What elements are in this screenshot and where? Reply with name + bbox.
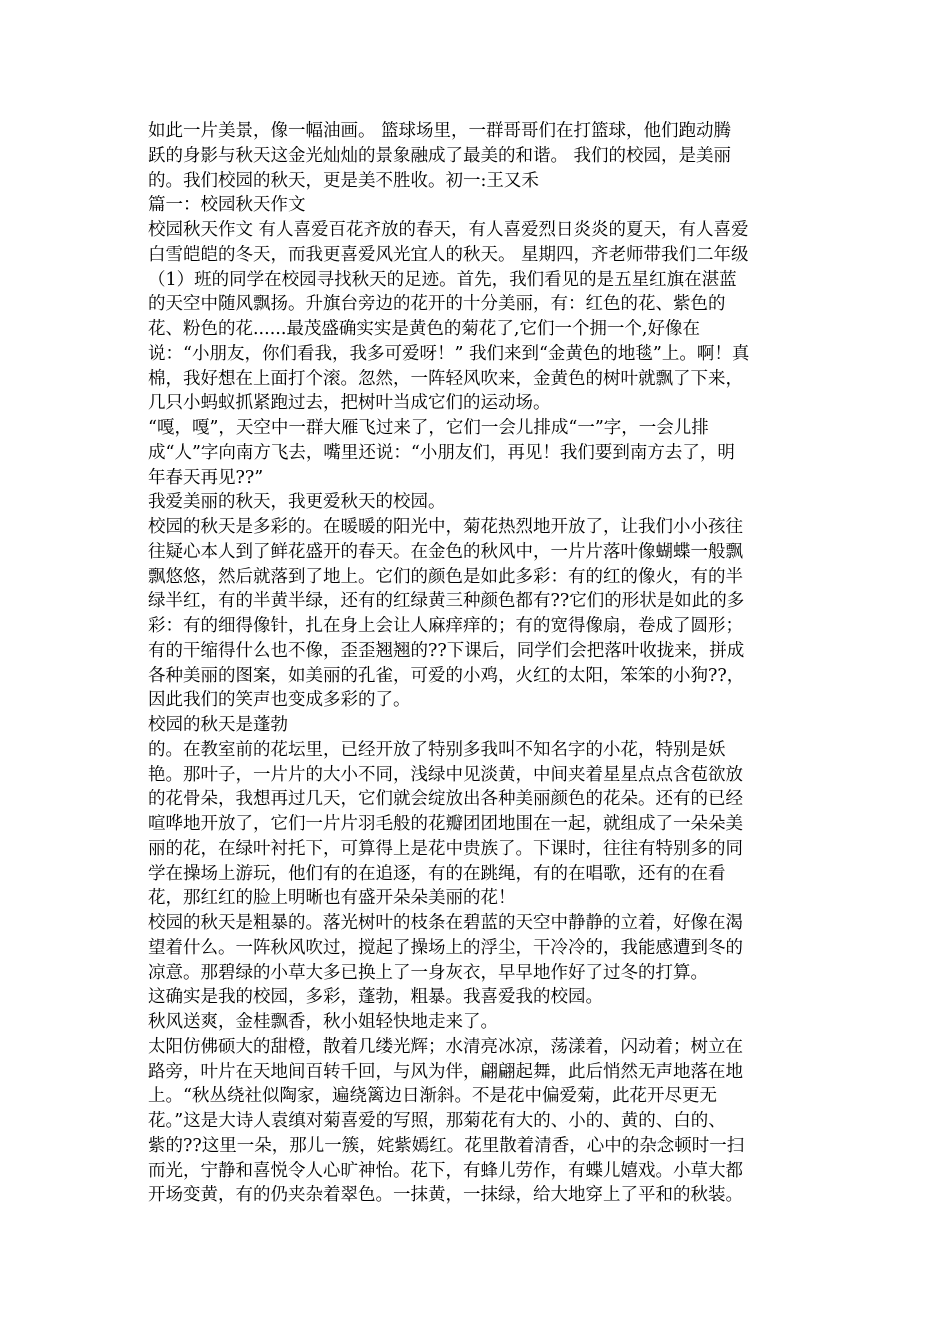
text-line: 秋风送爽，金桂飘香，秋小姐轻快地走来了。 bbox=[148, 1012, 498, 1032]
text-line: 成“人”字向南方飞去，嘴里还说：“小朋友们，再见！我们要到南方去了，明 bbox=[148, 442, 735, 463]
text-line: 的天空中随风飘扬。升旗台旁边的花开的十分美丽，有：红色的花、紫色的 bbox=[148, 294, 726, 315]
document-body bbox=[148, 119, 808, 1208]
text-line: 的。我们校园的秋天，更是美不胜收。初一:王又禾 bbox=[148, 170, 539, 191]
text-line: 跃的身影与秋天这金光灿灿的景象融成了最美的和谐。 我们的校园，是美丽 bbox=[148, 145, 732, 166]
text-line: 我爱美丽的秋天，我更爱秋天的校园。 bbox=[148, 492, 446, 513]
text-line: 路旁，叶片在天地间百转千回，与风为伴，翩翩起舞，此后悄然无声地落在地 bbox=[148, 1061, 743, 1082]
text-line: 彩：有的细得像针，扎在身上会让人麻痒痒的；有的宽得像扇，卷成了圆形； bbox=[148, 616, 743, 636]
text-line: 校园秋天作文 有人喜爱百花齐放的春天，有人喜爱烈日炎炎的夏天，有人喜爱 bbox=[148, 220, 749, 240]
text-line: 几只小蚂蚁抓紧跑过去，把树叶当成它们的运动场。 bbox=[148, 393, 551, 414]
text-line: 这确实是我的校园，多彩，蓬勃，粗暴。我喜爱我的校园。 bbox=[148, 987, 603, 1008]
text-line: 学在操场上游玩，他们有的在追逐，有的在跳绳，有的在唱歌，还有的在看 bbox=[148, 863, 726, 884]
text-line: 飘悠悠，然后就落到了地上。它们的颜色是如此多彩：有的红的像火，有的半 bbox=[148, 566, 743, 587]
text-line: 各种美丽的图案，如美丽的孔雀，可爱的小鸡，火红的太阳，笨笨的小狗??， bbox=[148, 665, 745, 686]
text-line: 凉意。那碧绿的小草大多已换上了一身灰衣，早早地作好了过冬的打算。 bbox=[148, 962, 708, 983]
text-line: 棉，我好想在上面打个滚。忽然，一阵轻风吹来，金黄色的树叶就飘了下来， bbox=[148, 368, 743, 389]
text-line: 校园的秋天是粗暴的。落光树叶的枝条在碧蓝的天空中静静的立着，好像在渴 bbox=[148, 913, 743, 933]
text-line: （1）班的同学在校园寻找秋天的足迹。首先，我们看见的是五星红旗在湛蓝 bbox=[148, 269, 737, 290]
text-line: 往疑心本人到了鲜花盛开的春天。在金色的秋风中，一片片落叶像蝴蝶一般飘 bbox=[148, 541, 743, 562]
text-line: 太阳仿佛硕大的甜橙，散着几缕光辉；水清亮冰凉，荡漾着，闪动着；树立在 bbox=[148, 1036, 743, 1057]
text-line: 花、粉色的花......最茂盛确实实是黄色的菊花了,它们一个拥一个,好像在 bbox=[148, 319, 700, 339]
text-line: 有的干缩得什么也不像，歪歪翘翘的??下课后，同学们会把落叶收拢来，拼成 bbox=[148, 640, 745, 661]
text-line: 绿半红，有的半黄半绿，还有的红绿黄三种颜色都有??它们的形状是如此的多 bbox=[148, 591, 745, 612]
text-line: 望着什么。一阵秋风吹过，搅起了操场上的浮尘，干冷冷的，我能感遭到冬的 bbox=[148, 937, 743, 958]
text-line: 开场变黄，有的仍夹杂着翠色。一抹黄，一抹绿，给大地穿上了平和的秋装。 bbox=[148, 1185, 743, 1206]
text-line: 的。在教室前的花坛里，已经开放了特别多我叫不知名字的小花，特别是妖 bbox=[148, 739, 726, 760]
text-line: 而光，宁静和喜悦令人心旷神怡。花下，有蜂儿劳作，有蝶儿嬉戏。小草大都 bbox=[148, 1160, 743, 1181]
text-line: 篇一：校园秋天作文 bbox=[148, 195, 306, 216]
text-line: 如此一片美景，像一幅油画。 篮球场里，一群哥哥们在打篮球，他们跑动腾 bbox=[148, 121, 732, 141]
text-line: 花，那红红的脸上明晰也有盛开朵朵美丽的花！ bbox=[148, 888, 516, 909]
text-line: 的花骨朵，我想再过几天，它们就会绽放出各种美丽颜色的花朵。还有的已经 bbox=[148, 789, 743, 810]
text-line: 丽的花，在绿叶衬托下，可算得上是花中贵族了。下课时，往往有特别多的同 bbox=[148, 838, 743, 859]
text-line: 校园的秋天是多彩的。在暖暖的阳光中，菊花热烈地开放了，让我们小小孩往 bbox=[148, 517, 743, 537]
text-line: 年春天再见??” bbox=[148, 467, 264, 488]
text-line: 喧哗地开放了，它们一片片羽毛般的花瓣团团地围在一起，就组成了一朵朵美 bbox=[148, 814, 743, 834]
text-line: 白雪皑皑的冬天，而我更喜爱风光宜人的秋天。 星期四，齐老师带我们二年级 bbox=[148, 244, 749, 265]
text-line: 艳。那叶子，一片片的大小不同，浅绿中见淡黄，中间夹着星星点点含苞欲放 bbox=[148, 764, 743, 785]
text-line: 紫的??这里一朵，那儿一簇，姹紫嫣红。花里散着清香，心中的杂念顿时一扫 bbox=[148, 1135, 745, 1156]
text-line: 因此我们的笑声也变成多彩的了。 bbox=[148, 690, 411, 711]
text-line: “嘎，嘎”，天空中一群大雁飞过来了，它们一会儿排成“一”字，一会儿排 bbox=[148, 418, 709, 438]
text-line: 上。“秋丛绕社似陶家，遍绕篱边日渐斜。不是花中偏爱菊，此花开尽更无 bbox=[148, 1086, 717, 1107]
text-line: 校园的秋天是蓬勃 bbox=[148, 715, 288, 735]
text-line: 花。”这是大诗人袁缜对菊喜爱的写照，那菊花有大的、小的、黄的、白的、 bbox=[148, 1111, 726, 1131]
text-line: 说：“小朋友，你们看我，我多可爱呀！” 我们来到“金黄色的地毯”上。啊！真 bbox=[148, 343, 750, 364]
